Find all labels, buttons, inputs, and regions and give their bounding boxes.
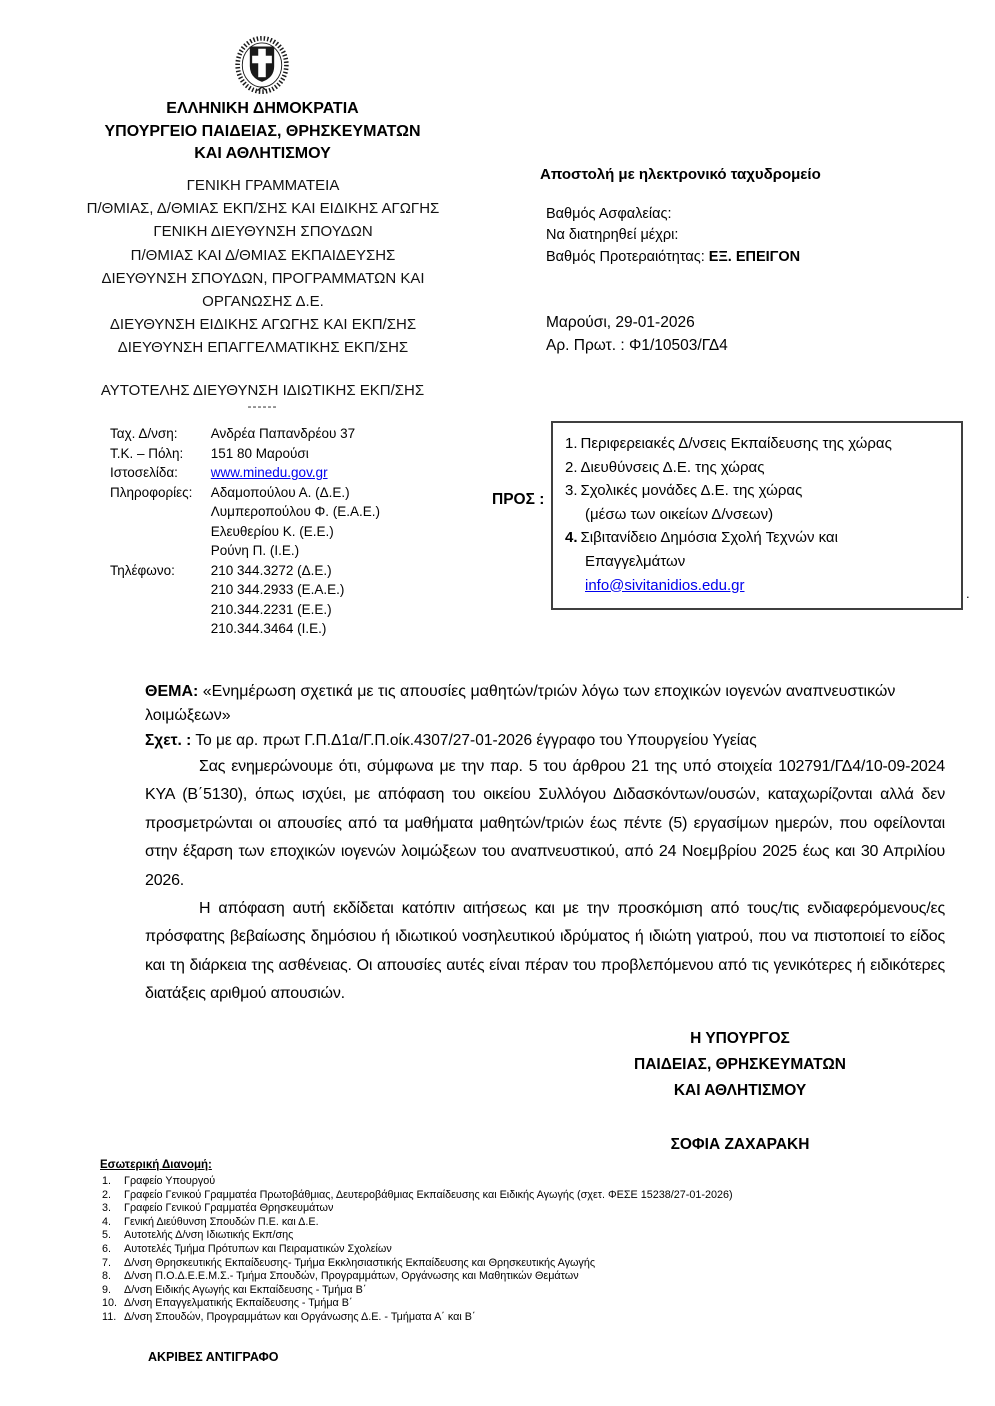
- security-block: [546, 204, 800, 268]
- body-paragraph-2: Η απόφαση αυτή εκδίδεται κατόπιν αιτήσεως και με την προσκόμιση από τους/τις ενδιαφερόμενους/ες πρόσφατης βεβαίωσης δημόσιου ή ιδιωτικού νοσηλευτικού ιδρύματος ή ιδιώτη γιατρού, που να πιστοποιεί το είδος και τη διάρκεια της ασθένειας. Οι απουσίες αυτές είναι πέραν του προβλεπόμενου από τις γενικότερες ή ειδικότερες διατάξεις αριθμού απουσιών.: [145, 899, 945, 1003]
- priority-label: Βαθμός Προτεραιότητας:: [546, 248, 709, 265]
- item-number: 5.: [102, 1229, 112, 1242]
- item-number: 10.: [102, 1297, 118, 1310]
- contact-label: Ταχ. Δ/νση:: [110, 426, 178, 441]
- place-date: Μαρούσι, 29-01-2026: [546, 314, 695, 331]
- contact-row: [110, 522, 380, 542]
- recipient-line: [565, 526, 953, 550]
- reference-line: [145, 729, 945, 753]
- item-text: Γενική Διεύθυνση Σπουδών Π.Ε. και Δ.Ε.: [124, 1215, 319, 1228]
- department-line: ΟΡΓΑΝΩΣΗΣ Δ.Ε.: [202, 293, 324, 311]
- body-paragraph-1: Σας ενημερώνουμε ότι, σύμφωνα με την παρ. 5 του άρθρου 21 της υπό στοιχεία 102791/ΓΔ4/10-09-2024 ΚΥΑ (Β΄5130), όπως ισχύει, με απόφαση του οικείου Συλλόγου Διδασκόντων/ουσών, καταχωρίζονται αλλά δεν προσμετρώνται οι απουσίες από τα μαθήματα μαθητών/τριών έως πέντε (5) εργασίμων ημερών, που οφείλονται στην έξαρση των εποχικών ιογενών λοιμώξεων του αναπνευστικού, από 24 Νοεμβρίου 2025 έως και 30 Απριλίου 2026.: [145, 757, 945, 889]
- item-number: 1.: [102, 1175, 112, 1187]
- contact-value: Ρούνη Π. (Ι.Ε.): [210, 543, 300, 558]
- item-text: Δ/νση Θρησκευτικής Εκπαίδευσης- Τμήμα Εκκλησιαστικής Εκπαίδευσης και Θρησκευτικής Αγωγής: [124, 1256, 596, 1269]
- recipient-number: 2.: [565, 458, 578, 476]
- contact-value: Αδαμοπούλου Α. (Δ.Ε.): [210, 484, 350, 500]
- contact-value: 210.344.2231 (Ε.Ε.): [210, 601, 332, 617]
- contact-value: 210 344.3272 (Δ.Ε.): [210, 562, 332, 578]
- contact-row: [110, 541, 380, 561]
- recipient-line: [565, 456, 953, 480]
- recipient-number: 1.: [565, 435, 578, 452]
- contact-row: [110, 580, 380, 600]
- internal-distribution-item: [100, 1243, 960, 1257]
- dispatch-method-note: Αποστολή με ηλεκτρονικό ταχυδρομείο: [540, 166, 821, 183]
- letter-body: [145, 680, 945, 1009]
- recipient-line: [565, 479, 953, 503]
- internal-distribution-item: [100, 1311, 960, 1325]
- item-text: Γραφείο Υπουργού: [124, 1175, 216, 1187]
- internal-distribution-item: [100, 1216, 960, 1230]
- recipient-text: (μέσω των οικείων Δ/νσεων): [585, 505, 774, 523]
- item-text: Δ/νση Σπουδών, Προγραμμάτων και Οργάνωσης Δ.Ε. - Τμήματα Α΄ και Β΄: [124, 1310, 476, 1323]
- contact-label: Ιστοσελίδα:: [110, 465, 178, 480]
- internal-distribution-item: [100, 1229, 960, 1243]
- subject-label: ΘΕΜΑ:: [145, 683, 199, 700]
- reference-label: Σχετ. :: [145, 731, 192, 749]
- to-label: ΠΡΟΣ :: [492, 491, 545, 508]
- item-number: 3.: [102, 1202, 112, 1215]
- department-line: ΓΕΝΙΚΗ ΓΡΑΜΜΑΤΕΙΑ: [186, 177, 340, 194]
- recipient-text[interactable]: info@sivitanidios.edu.gr: [585, 576, 745, 594]
- item-text: Γραφείο Γενικού Γραμματέα Θρησκευμάτων: [124, 1202, 334, 1215]
- internal-distribution-item: [100, 1257, 960, 1271]
- autonomous-directorate-line: ΑΥΤΟΤΕΛΗΣ ΔΙΕΥΘΥΝΣΗ ΙΔΙΩΤΙΚΗΣ ΕΚΠ/ΣΗΣ: [100, 382, 425, 399]
- subject-line: [145, 680, 913, 729]
- internal-distribution-item: [100, 1189, 960, 1203]
- signatory-title-line1: Η ΥΠΟΥΡΓΟΣ: [690, 1030, 790, 1047]
- signatory-name: ΣΟΦΙΑ ΖΑΧΑΡΑΚΗ: [670, 1136, 810, 1154]
- department-line: Π/ΘΜΙΑΣ ΚΑΙ Δ/ΘΜΙΑΣ ΕΚΠΑΙΔΕΥΣΗΣ: [130, 246, 396, 264]
- department-line: ΓΕΝΙΚΗ ΔΙΕΥΘΥΝΣΗ ΣΠΟΥΔΩΝ: [153, 223, 373, 241]
- recipient-number: 3.: [565, 482, 578, 500]
- recipient-text: Σιβιτανίδειο Δημόσια Σχολή Τεχνών και: [580, 529, 838, 547]
- date-protocol-block: [546, 311, 728, 357]
- contact-value[interactable]: www.minedu.gov.gr: [210, 465, 328, 480]
- contact-value: 151 80 Μαρούσι: [210, 445, 309, 461]
- contact-label: Τηλέφωνο:: [110, 562, 175, 578]
- security-level-label: Βαθμός Ασφαλείας:: [546, 206, 672, 222]
- internal-distribution-item: [100, 1284, 960, 1298]
- recipients-box: [551, 421, 963, 610]
- subject-text: «Ενημέρωση σχετικά με τις απουσίες μαθητών/τριών λόγω των εποχικών ιογενών αναπνευστικών λοιμώξεων»: [145, 683, 896, 725]
- recipient-text: Επαγγελμάτων: [585, 552, 686, 570]
- internal-distribution-item: [100, 1175, 960, 1189]
- signatory-title-line2: ΠΑΙΔΕΙΑΣ, ΘΡΗΣΚΕΥΜΑΤΩΝ: [634, 1055, 846, 1073]
- item-text: Αυτοτελής Δ/νση Ιδιωτικής Εκπ/σης: [124, 1229, 294, 1242]
- contact-info: [110, 424, 380, 639]
- department-line: Π/ΘΜΙΑΣ, Δ/ΘΜΙΑΣ ΕΚΠ/ΣΗΣ ΚΑΙ ΕΙΔΙΚΗΣ ΑΓΩΓΗΣ: [86, 200, 440, 218]
- contact-label: Πληροφορίες:: [110, 484, 193, 500]
- recipient-number: 4.: [565, 529, 578, 547]
- priority-line: [546, 247, 800, 268]
- signatory-title-line3: ΚΑΙ ΑΘΛΗΤΙΣΜΟΥ: [673, 1081, 807, 1099]
- contact-row: [110, 463, 380, 483]
- contact-value: Λυμπεροπούλου Φ. (Ε.Α.Ε.): [210, 504, 381, 519]
- item-number: 2.: [102, 1188, 112, 1201]
- contact-label: Τ.Κ. – Πόλη:: [110, 445, 184, 461]
- contact-row: [110, 619, 380, 639]
- priority-value: ΕΞ. ΕΠΕΙΓΟΝ: [708, 248, 801, 265]
- contact-row: [110, 502, 380, 522]
- item-text: Δ/νση Π.Ο.Δ.Ε.Ε.Μ.Σ.- Τμήμα Σπουδών, Προγραμμάτων, Οργάνωσης και Μαθητικών Θεμάτων: [124, 1270, 579, 1283]
- separator-dashes: ------: [247, 399, 278, 413]
- ministry-title-line1: ΥΠΟΥΡΓΕΙΟ ΠΑΙΔΕΙΑΣ, ΘΡΗΣΚΕΥΜΑΤΩΝ: [104, 122, 421, 140]
- recipient-line: [565, 432, 953, 456]
- protocol-number: Αρ. Πρωτ. : Φ1/10503/ΓΔ4: [546, 337, 728, 354]
- contact-row: [110, 561, 380, 581]
- item-text: Γραφείο Γενικού Γραμματέα Πρωτοβάθμιας, Δευτεροβάθμιας Εκπαίδευσης και Ειδικής Αγωγής (σχετ. ΦΕΣΕ 15238/27-01-2026): [124, 1188, 733, 1201]
- item-number: 8.: [102, 1270, 112, 1283]
- contact-row: [110, 483, 380, 503]
- internal-distribution-item: [100, 1202, 960, 1216]
- contact-value: Ελευθερίου Κ. (Ε.Ε.): [210, 523, 334, 539]
- contact-row: [110, 600, 380, 620]
- internal-distribution-item: [100, 1297, 960, 1311]
- recipient-text: Διευθύνσεις Δ.Ε. της χώρας: [580, 458, 765, 476]
- internal-distribution-list: [100, 1175, 960, 1325]
- item-number: 11.: [102, 1310, 117, 1323]
- republic-title: ΕΛΛΗΝΙΚΗ ΔΗΜΟΚΡΑΤΙΑ: [166, 100, 359, 117]
- contact-row: [110, 444, 380, 464]
- contact-row: [110, 424, 380, 444]
- recipient-text: Περιφερειακές Δ/νσεις Εκπαίδευσης της χώρας: [580, 435, 892, 452]
- true-copy-label: ΑΚΡΙΒΕΣ ΑΝΤΙΓΡΑΦΟ: [148, 1350, 279, 1364]
- internal-distribution: [100, 1159, 960, 1325]
- contact-value: 210.344.3464 (Ι.Ε.): [210, 621, 327, 636]
- greek-national-emblem-icon: [233, 33, 291, 97]
- contact-value: 210 344.2933 (Ε.Α.Ε.): [210, 582, 345, 597]
- item-number: 4.: [102, 1215, 112, 1228]
- department-list: [48, 174, 478, 360]
- internal-distribution-label: Εσωτερική Διανομή:: [100, 1159, 212, 1171]
- recipient-line: [565, 574, 953, 598]
- department-line: ΔΙΕΥΘΥΝΣΗ ΕΠΑΓΓΕΛΜΑΤΙΚΗΣ ΕΚΠ/ΣΗΣ: [117, 339, 409, 357]
- ministry-title-line2: ΚΑΙ ΑΘΛΗΤΙΣΜΟΥ: [194, 145, 331, 162]
- item-text: Δ/νση Επαγγελματικής Εκπαίδευσης - Τμήμα Β΄: [124, 1297, 353, 1310]
- signature-block: [555, 1026, 925, 1158]
- recipient-text: Σχολικές μονάδες Δ.Ε. της χώρας: [580, 482, 803, 500]
- contact-value: Ανδρέα Παπανδρέου 37: [210, 426, 356, 441]
- department-line: ΔΙΕΥΘΥΝΣΗ ΣΠΟΥΔΩΝ, ΠΡΟΓΡΑΜΜΑΤΩΝ ΚΑΙ: [101, 269, 425, 287]
- item-number: 6.: [102, 1242, 112, 1255]
- reference-text: Το με αρ. πρωτ Γ.Π.Δ1α/Γ.Π.οίκ.4307/27-01-2026 έγγραφο του Υπουργείου Υγείας: [195, 731, 757, 749]
- department-line: ΔΙΕΥΘΥΝΣΗ ΕΙΔΙΚΗΣ ΑΓΩΓΗΣ ΚΑΙ ΕΚΠ/ΣΗΣ: [109, 316, 417, 334]
- internal-distribution-item: [100, 1270, 960, 1284]
- item-number: 9.: [102, 1283, 112, 1296]
- ministry-header: [60, 98, 465, 166]
- retain-until-label: Να διατηρηθεί μέχρι:: [546, 227, 679, 244]
- stray-period: .: [966, 586, 970, 601]
- recipient-line: [565, 503, 953, 527]
- item-text: Δ/νση Ειδικής Αγωγής και Εκπαίδευσης - Τμήμα Β΄: [124, 1283, 367, 1296]
- recipient-line: [565, 550, 953, 574]
- item-text: Αυτοτελές Τμήμα Πρότυπων και Πειραματικών Σχολείων: [124, 1242, 392, 1255]
- item-number: 7.: [102, 1256, 112, 1269]
